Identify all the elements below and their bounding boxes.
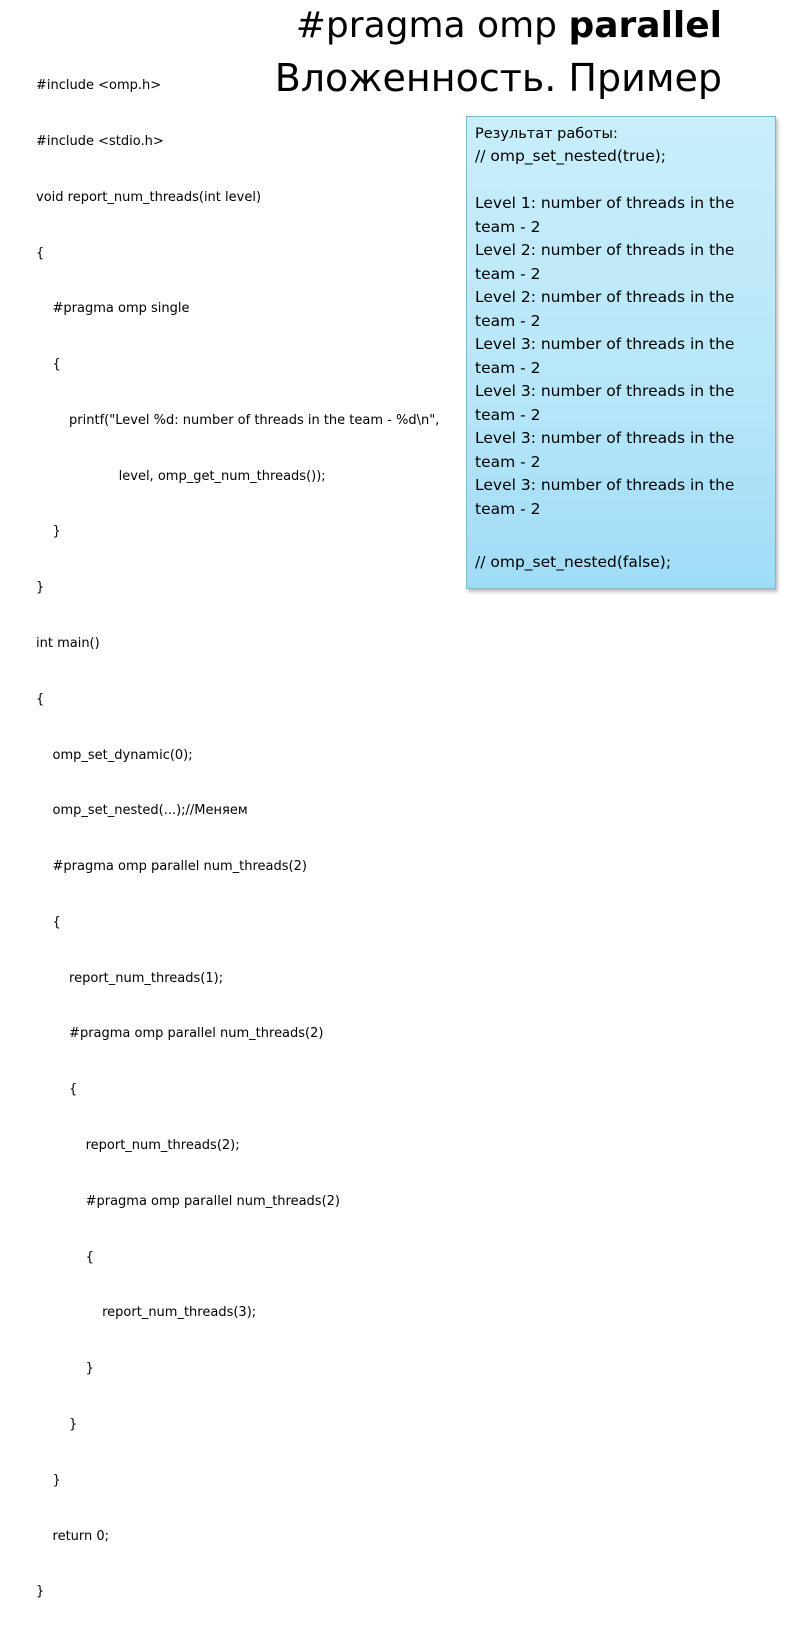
code-line: { [36,1249,94,1265]
title-prefix: #pragma omp [295,5,569,46]
code-line: { [36,245,45,261]
code-line: #include <omp.h> [36,78,162,94]
code-line: report_num_threads(2); [36,1138,240,1154]
code-line: report_num_threads(1); [36,970,224,986]
code-line: printf("Level %d: number of threads in the team - %d\n", [36,412,440,428]
code-line: } [36,524,61,540]
code-line: void report_num_threads(int level) [36,189,262,205]
code-line: return 0; [36,1528,110,1544]
code-line: { [36,914,61,930]
code-line: } [36,580,45,596]
slide-subtitle: Вложенность. Пример [274,56,722,100]
code-line: { [36,1082,78,1098]
code-listing [36,40,476,1639]
code-line: { [36,691,45,707]
result-spacer [475,169,767,193]
code-line: } [36,1584,45,1600]
title-bold-keyword: parallel [568,5,722,46]
result-level-line: Level 3: number of threads in the team - 2 [475,335,735,377]
code-line: { [36,357,61,373]
code-line: } [36,1472,61,1488]
code-line: omp_set_dynamic(0); [36,747,193,763]
result-level-line: Level 3: number of threads in the team - 2 [475,429,735,471]
code-line: report_num_threads(3); [36,1305,257,1321]
result-level-line: Level 2: number of threads in the team - 2 [475,288,735,330]
result-level-line: Level 2: number of threads in the team - 2 [475,241,735,283]
result-heading: Результат работы: [475,126,618,142]
nested-false-comment: // omp_set_nested(false); [475,552,672,571]
code-line: #pragma omp parallel num_threads(2) [36,859,307,875]
code-line: #pragma omp single [36,301,190,317]
result-level-line: Level 3: number of threads in the team - 2 [475,382,735,424]
result-box [466,116,776,589]
code-line: int main() [36,636,100,651]
result-level-line: Level 1: number of threads in the team - 2 [475,194,735,236]
nested-true-comment: // omp_set_nested(true); [475,147,666,165]
code-line: #include <stdio.h> [36,133,164,149]
result-level-line: Level 3: number of threads in the team - 2 [475,476,735,518]
code-line: #pragma omp parallel num_threads(2) [36,1026,324,1042]
code-line: level, omp_get_num_threads()); [36,468,326,484]
result-spacer [475,521,767,545]
code-line: #pragma omp parallel num_threads(2) [36,1193,340,1209]
code-line: } [36,1416,78,1432]
code-line: omp_set_nested(...);//Меняем [36,803,248,819]
code-line: } [36,1361,94,1377]
